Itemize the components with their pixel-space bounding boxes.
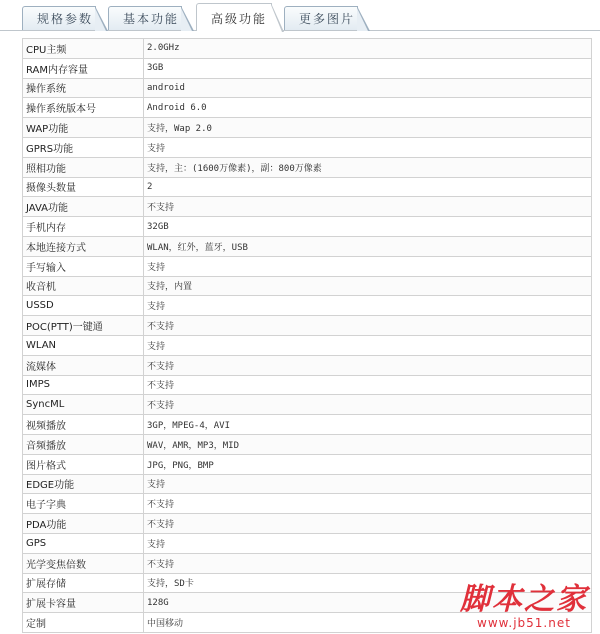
spec-row <box>23 355 592 375</box>
spec-value: 不支持 <box>144 316 592 336</box>
spec-value: 128G <box>144 593 592 613</box>
spec-value: 3GP，MPEG-4，AVI <box>144 415 592 435</box>
spec-value: Android 6.0 <box>144 98 592 118</box>
spec-table-body <box>23 39 592 633</box>
spec-value: 不支持 <box>144 514 592 534</box>
spec-value: 支持 <box>144 296 592 316</box>
spec-value: 不支持 <box>144 375 592 395</box>
spec-row <box>23 256 592 276</box>
spec-value: 不支持 <box>144 197 592 217</box>
spec-row <box>23 514 592 534</box>
spec-key: SyncML <box>23 395 144 415</box>
spec-value: 支持，主：(1600万像素)，副：800万像素 <box>144 157 592 177</box>
spec-key: 音频播放 <box>23 434 144 454</box>
spec-key: EDGE功能 <box>23 474 144 494</box>
spec-value: 支持 <box>144 533 592 553</box>
spec-value: 支持 <box>144 256 592 276</box>
spec-value: 2 <box>144 177 592 197</box>
spec-key: 电子字典 <box>23 494 144 514</box>
spec-row <box>23 454 592 474</box>
spec-key: CPU主频 <box>23 39 144 59</box>
spec-value: 不支持 <box>144 395 592 415</box>
spec-key: 操作系统版本号 <box>23 98 144 118</box>
spec-key: JAVA功能 <box>23 197 144 217</box>
spec-value: 支持，SD卡 <box>144 573 592 593</box>
spec-row <box>23 533 592 553</box>
spec-key: IMPS <box>23 375 144 395</box>
spec-value: 不支持 <box>144 553 592 573</box>
spec-key: USSD <box>23 296 144 316</box>
spec-value: 支持 <box>144 335 592 355</box>
spec-row <box>23 395 592 415</box>
spec-table <box>22 38 592 633</box>
spec-row <box>23 434 592 454</box>
spec-row <box>23 217 592 237</box>
spec-row <box>23 137 592 157</box>
spec-key: 收音机 <box>23 276 144 296</box>
site-watermark <box>454 584 594 630</box>
spec-row <box>23 78 592 98</box>
spec-key: POC(PTT)一键通 <box>23 316 144 336</box>
spec-row <box>23 474 592 494</box>
spec-key: 扩展存储 <box>23 573 144 593</box>
spec-row <box>23 415 592 435</box>
spec-key: 摄像头数量 <box>23 177 144 197</box>
spec-row <box>23 39 592 59</box>
spec-key: 光学变焦倍数 <box>23 553 144 573</box>
spec-value: android <box>144 78 592 98</box>
watermark-logo: 脚本之家 <box>460 582 588 617</box>
tab-bar-baseline <box>0 30 600 31</box>
spec-key: WLAN <box>23 335 144 355</box>
spec-row <box>23 98 592 118</box>
spec-row <box>23 276 592 296</box>
spec-row <box>23 553 592 573</box>
tab-basic-features[interactable]: 基本功能 <box>108 6 182 30</box>
tab-more-images[interactable]: 更多图片 <box>284 6 358 30</box>
spec-key: 流媒体 <box>23 355 144 375</box>
spec-value: 不支持 <box>144 494 592 514</box>
spec-key: 手机内存 <box>23 217 144 237</box>
spec-key: 本地连接方式 <box>23 236 144 256</box>
spec-value: 2.0GHz <box>144 39 592 59</box>
watermark-url: www.jb51.net <box>477 616 571 630</box>
spec-key: 扩展卡容量 <box>23 593 144 613</box>
spec-key: WAP功能 <box>23 118 144 138</box>
spec-row <box>23 58 592 78</box>
spec-value: 支持 <box>144 137 592 157</box>
spec-value: 不支持 <box>144 355 592 375</box>
spec-row <box>23 375 592 395</box>
spec-row <box>23 296 592 316</box>
spec-value: 32GB <box>144 217 592 237</box>
spec-key: 手写输入 <box>23 256 144 276</box>
spec-key: RAM内存容量 <box>23 58 144 78</box>
spec-row <box>23 236 592 256</box>
spec-key: 照相功能 <box>23 157 144 177</box>
spec-value: 支持，Wap 2.0 <box>144 118 592 138</box>
spec-value: JPG，PNG，BMP <box>144 454 592 474</box>
spec-value: 支持 <box>144 474 592 494</box>
spec-row <box>23 316 592 336</box>
spec-value: WAV，AMR，MP3，MID <box>144 434 592 454</box>
spec-row <box>23 157 592 177</box>
tab-bar <box>0 0 600 33</box>
spec-value: WLAN，红外，蓝牙，USB <box>144 236 592 256</box>
spec-key: 视频播放 <box>23 415 144 435</box>
spec-value: 支持，内置 <box>144 276 592 296</box>
spec-key: 操作系统 <box>23 78 144 98</box>
spec-row <box>23 197 592 217</box>
spec-key: GPRS功能 <box>23 137 144 157</box>
spec-key: PDA功能 <box>23 514 144 534</box>
spec-value: 中国移动 <box>144 613 592 633</box>
spec-row <box>23 494 592 514</box>
spec-row <box>23 335 592 355</box>
spec-key: 图片格式 <box>23 454 144 474</box>
spec-value: 3GB <box>144 58 592 78</box>
tab-advanced-features[interactable]: 高级功能 <box>196 3 272 31</box>
spec-key: GPS <box>23 533 144 553</box>
spec-row <box>23 118 592 138</box>
spec-key: 定制 <box>23 613 144 633</box>
tab-specs[interactable]: 规格参数 <box>22 6 96 30</box>
spec-row <box>23 177 592 197</box>
